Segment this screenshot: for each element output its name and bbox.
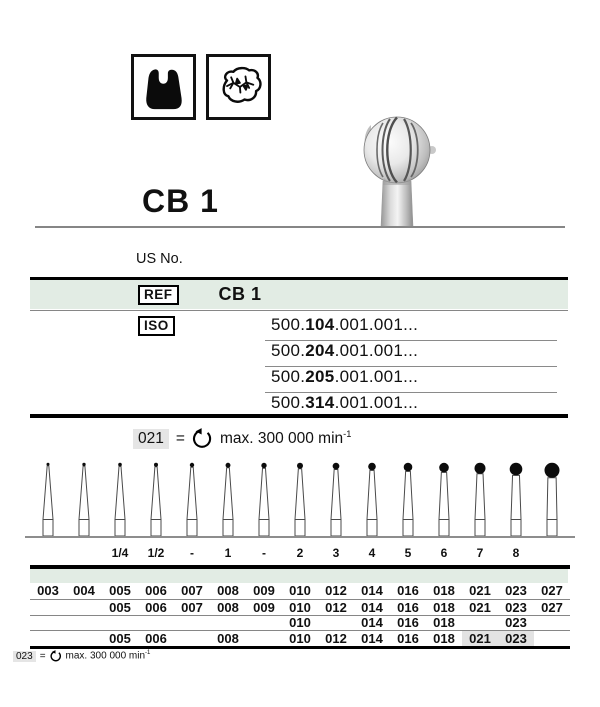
speed-text: max. 300 000 $\min^{-1}$ [65,650,151,662]
size-cell: 007 [181,599,203,615]
us-size-scale [30,546,570,561]
figure-baseline [25,536,575,538]
size-cell: 006 [145,630,167,646]
us-scale-label: 1/2 [147,546,165,560]
size-cell [30,615,66,631]
size-table-row [30,583,570,599]
size-cell [318,615,354,631]
size-cell: 012 [325,599,347,615]
size-cell: 010 [289,630,311,646]
us-scale-label: 6 [440,546,448,560]
bur-silhouette [505,462,527,537]
us-scale-label [66,546,102,561]
size-cell: 018 [433,630,455,646]
size-cell: 006 [145,583,167,598]
size-table-row [30,615,570,631]
size-cell [66,631,102,647]
row-separator [30,615,570,616]
iso-bottom-rule [30,414,568,418]
size-cell [246,631,282,647]
us-scale-label: 2 [296,546,304,560]
size-cell: 007 [181,583,203,598]
size-cell: 018 [433,583,455,598]
ref-symbol: REF [138,285,179,305]
us-scale-label: 1/4 [111,546,129,560]
size-cell: 027 [541,599,563,615]
size-cell: 018 [433,599,455,615]
row-separator [30,630,570,631]
size-cell: 003 [37,583,59,598]
size-cell: 004 [73,583,95,598]
speed-note-top [133,428,351,449]
size-cell [138,615,174,631]
size-cell: 018 [433,615,455,630]
size-cell [246,615,282,631]
size-table-row [30,631,570,647]
iso-number: 500.204.001.001... [265,341,557,367]
equals-sign: = [175,429,185,447]
size-cell: 005 [109,583,131,598]
size-cell: 010 [289,599,311,615]
size-cell: 027 [541,583,563,598]
size-cell: 010 [289,615,311,630]
iso-number: 500.104.001.001... [265,315,557,341]
us-scale-label: - [262,546,266,560]
size-cell: 008 [217,630,239,646]
size-cell [66,615,102,631]
tooth-cavity-icon [131,54,196,120]
rotation-speed-icon [192,428,213,449]
size-cell: 012 [325,630,347,646]
size-cell: 021 [469,599,491,615]
size-cell: 014 [361,599,383,615]
size-cell [30,631,66,647]
size-cell [66,600,102,616]
size-cell: 005 [109,599,131,615]
us-scale-label: 3 [332,546,340,560]
size-cell [102,615,138,631]
ref-band-rule [30,310,568,312]
size-cell: 010 [289,583,311,598]
iso-number: 500.205.001.001... [265,367,557,393]
size-table-bottom-rule [30,646,570,650]
bur-silhouette [253,462,275,537]
us-scale-label: 8 [512,546,520,560]
us-scale-label: 7 [476,546,484,560]
size-tag: 021 [133,429,169,449]
bur-silhouette [361,462,383,537]
bur-silhouette [469,462,491,537]
size-cell: 012 [325,583,347,598]
row-separator [30,599,570,600]
size-cell [534,615,570,631]
us-no-label: US No. [136,251,183,267]
size-cell [534,631,570,647]
bur-silhouette-row [30,462,570,537]
us-scale-label: 5 [404,546,412,560]
size-cell [210,615,246,631]
size-cell: 023 [498,631,534,647]
ref-band [30,280,568,309]
us-scale-label [30,546,66,561]
size-cell: 008 [217,583,239,598]
bur-silhouette [433,462,455,537]
size-cell: 023 [505,583,527,598]
iso-number: 500.314.001.001... [271,393,419,412]
size-table-row [30,600,570,616]
bur-silhouette [541,462,563,537]
size-cell: 016 [397,615,419,630]
size-cell: 005 [109,630,131,646]
size-cell: 016 [397,599,419,615]
speed-text: max. 300 000 $\min^{-1}$ [219,428,352,448]
size-cell: 014 [361,630,383,646]
size-cell [462,615,498,631]
bur-silhouette [73,462,95,537]
iso-symbol: ISO [138,316,175,336]
size-cell: 021 [462,631,498,647]
bur-silhouette [217,462,239,537]
bur-silhouette [397,462,419,537]
rotation-speed-icon [50,650,62,662]
size-cell: 009 [253,599,275,615]
us-scale-label: 1 [224,546,232,560]
size-cell: 016 [397,630,419,646]
us-scale-label [534,546,570,561]
size-cell: 021 [469,583,491,598]
us-scale-label: - [190,546,194,560]
us-scale-label: 4 [368,546,376,560]
size-cell: 023 [505,599,527,615]
size-cell: 006 [145,599,167,615]
size-cell [30,600,66,616]
speed-note-bottom [13,650,150,662]
bur-silhouette [325,462,347,537]
size-cell [174,631,210,647]
title-rule [35,226,565,228]
bur-silhouette [109,462,131,537]
bur-silhouette [145,462,167,537]
size-tag: 023 [13,651,36,662]
equals-sign: = [39,650,46,662]
size-cell: 008 [217,599,239,615]
bur-silhouette [289,462,311,537]
size-cell: 016 [397,583,419,598]
page-title: CB 1 [142,183,219,219]
occlusal-surface-icon [206,54,271,120]
size-cell: 009 [253,583,275,598]
bur-silhouette [181,462,203,537]
product-photo [353,97,445,232]
size-table-band [30,569,568,583]
ref-value: CB 1 [218,284,262,304]
bur-silhouette [37,462,59,537]
size-cell: 014 [361,583,383,598]
size-cell: 023 [505,615,527,630]
size-cell [174,615,210,631]
size-cell: 014 [361,615,383,630]
